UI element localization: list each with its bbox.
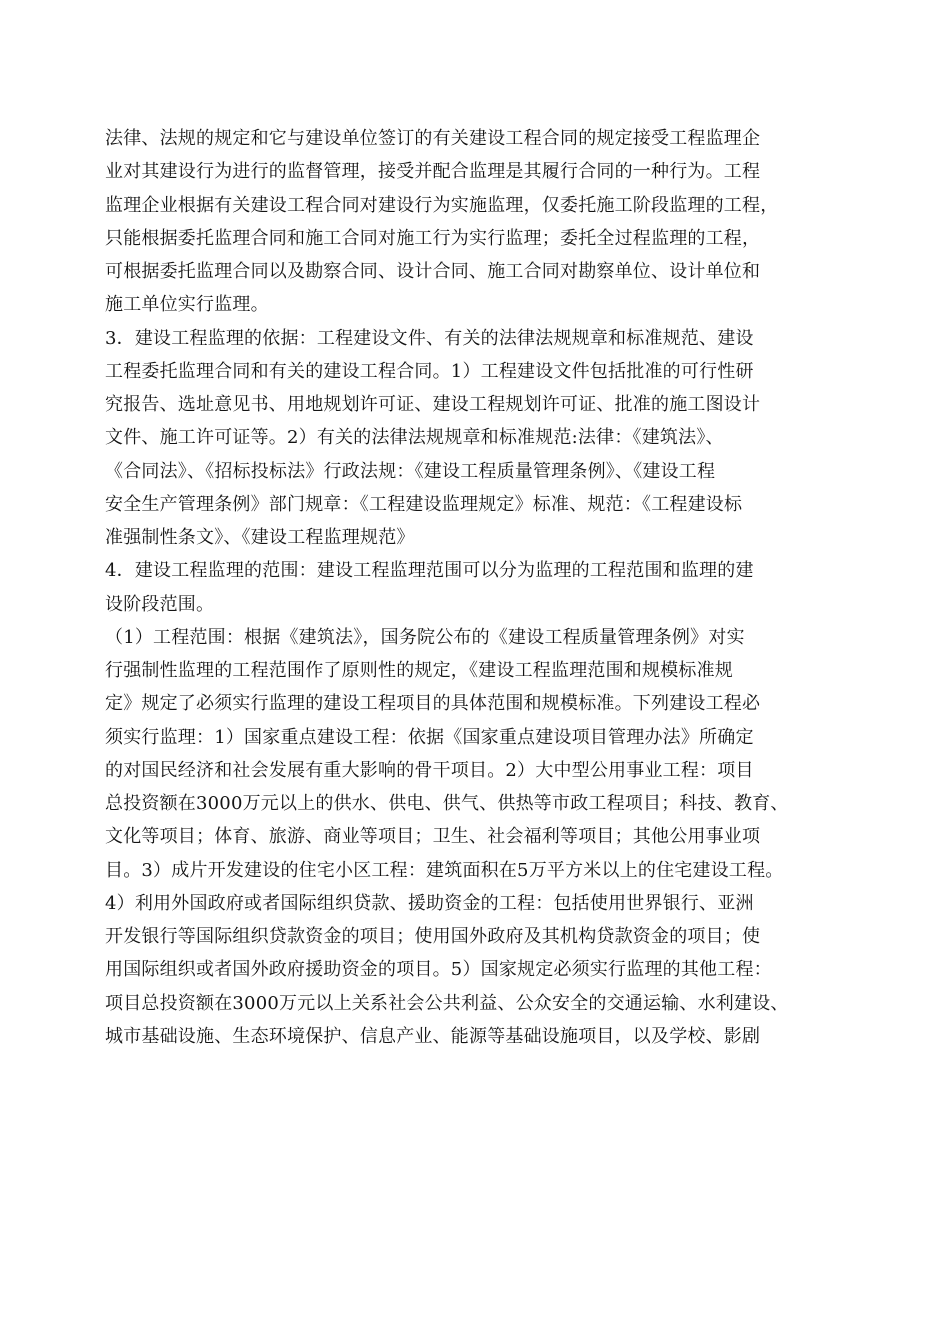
text-line: 安全生产管理条例》部门规章：《工程建设监理规定》标准、规范：《工程建设标 bbox=[105, 493, 743, 515]
text-line: 工程委托监理合同和有关的建设工程合同。1）工程建设文件包括批准的可行性研 bbox=[105, 360, 754, 382]
text-line: 法律、法规的规定和它与建设单位签订的有关建设工程合同的规定接受工程监理企 bbox=[105, 128, 761, 149]
text-line: 《合同法》、《招标投标法》行政法规：《建设工程质量管理条例》、《建设工程 bbox=[105, 460, 716, 482]
text-line: 施工单位实行监理。 bbox=[105, 294, 269, 316]
text-line: 3．建设工程监理的依据：工程建设文件、有关的法律法规规章和标准规范、建设 bbox=[105, 327, 754, 349]
text-line: 设阶段范围。 bbox=[105, 593, 215, 615]
text-line: 4）利用外国政府或者国际组织贷款、援助资金的工程：包括使用世界银行、亚洲 bbox=[105, 892, 754, 914]
text-line: 用国际组织或者国外政府援助资金的项目。5）国家规定必须实行监理的其他工程： bbox=[105, 959, 772, 981]
text-line: 项目总投资额在3000万元以上关系社会公共利益、公众安全的交通运输、水利建设、 bbox=[105, 992, 789, 1014]
text-line: 文化等项目；体育、旅游、商业等项目；卫生、社会福利等项目；其他公用事业项 bbox=[105, 826, 761, 848]
text-line: 开发银行等国际组织贷款资金的项目；使用国外政府及其机构贷款资金的项目；使 bbox=[105, 926, 761, 947]
text-line: 准强制性条文》、《建设工程监理规范》 bbox=[105, 527, 415, 548]
body-text bbox=[105, 122, 865, 1053]
text-line: 业对其建设行为进行的监督管理，接受并配合监理是其履行合同的一种行为。工程 bbox=[105, 161, 761, 183]
text-line: 可根据委托监理合同以及勘察合同、设计合同、施工合同对勘察单位、设计单位和 bbox=[105, 261, 761, 282]
text-line: 行强制性监理的工程范围作了原则性的规定，《建设工程监理范围和规模标准规 bbox=[105, 660, 733, 681]
text-line: 须实行监理：1）国家重点建设工程：依据《国家重点建设项目管理办法》所确定 bbox=[105, 726, 754, 748]
text-line: 4．建设工程监理的范围：建设工程监理范围可以分为监理的工程范围和监理的建 bbox=[105, 560, 754, 582]
text-line: 定》规定了必须实行监理的建设工程项目的具体范围和规模标准。下列建设工程必 bbox=[105, 693, 761, 715]
text-line: 文件、施工许可证等。2）有关的法律法规规章和标准规范:法律：《建筑法》、 bbox=[105, 427, 724, 449]
text-line: 究报告、选址意见书、用地规划许可证、建设工程规划许可证、批准的施工图设计 bbox=[105, 394, 761, 415]
text-line: 目。3）成片开发建设的住宅小区工程：建筑面积在5万平方米以上的住宅建设工程。 bbox=[105, 859, 784, 881]
text-line: 的对国民经济和社会发展有重大影响的骨干项目。2）大中型公用事业工程：项目 bbox=[105, 759, 754, 781]
text-line: 监理企业根据有关建设工程合同对建设行为实施监理，仅委托施工阶段监理的工程， bbox=[105, 194, 779, 216]
text-line: 总投资额在3000万元以上的供水、供电、供气、供热等市政工程项目；科技、教育、 bbox=[105, 793, 789, 814]
text-line: 城市基础设施、生态环境保护、信息产业、能源等基础设施项目，以及学校、影剧 bbox=[105, 1025, 761, 1047]
text-line: 只能根据委托监理合同和施工合同对施工行为实行监理；委托全过程监理的工程， bbox=[105, 227, 761, 249]
text-line: （1）工程范围：根据《建筑法》，国务院公布的《建设工程质量管理条例》对实 bbox=[105, 626, 745, 648]
